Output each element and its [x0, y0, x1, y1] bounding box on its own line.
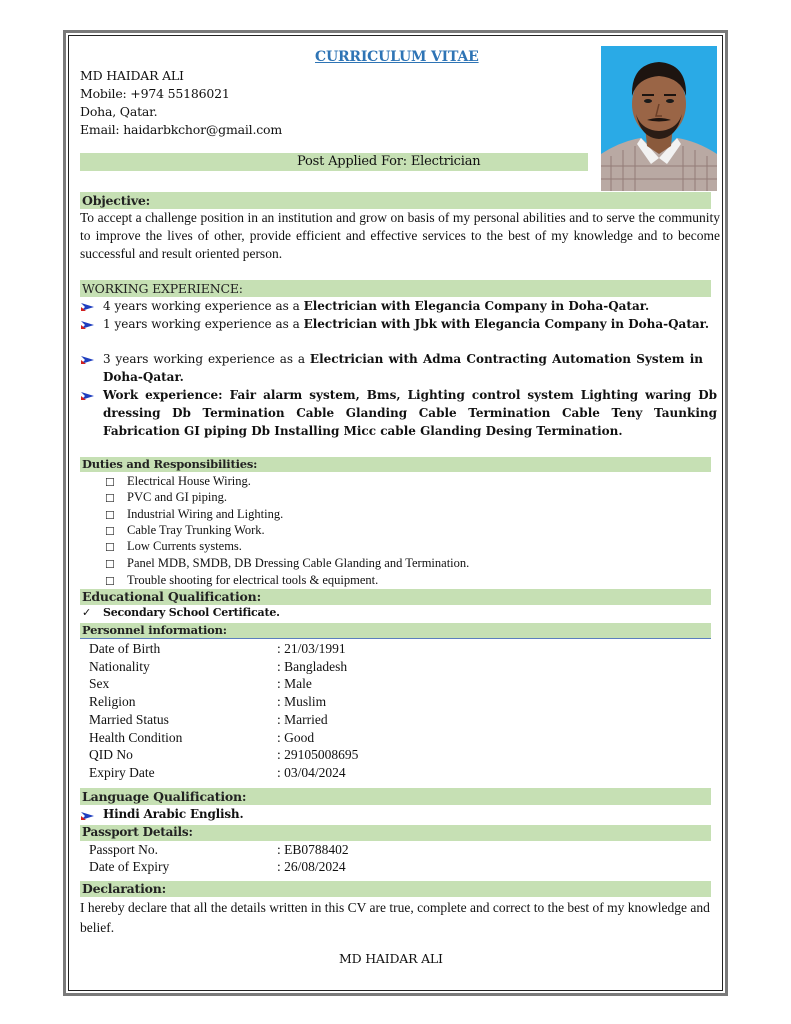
- checkbox-icon: ☐: [105, 575, 115, 588]
- duty-item: Panel MDB, SMDB, DB Dressing Cable Glanding and Termination.: [127, 556, 470, 570]
- contact-name: MD HAIDAR ALI: [80, 68, 184, 83]
- experience-item-bold: Electrician with Elegancia Company in Doha-Qatar.: [303, 299, 650, 313]
- experience-heading: WORKING EXPERIENCE:: [82, 281, 243, 296]
- checkbox-icon: ☐: [105, 558, 115, 571]
- checkbox-icon: ☐: [105, 509, 115, 522]
- experience-item-bold: Electrician with Jbk with Elegancia Company in Doha-Qatar.: [303, 317, 710, 331]
- contact-email: Email: haidarbkchor@gmail.com: [80, 122, 283, 137]
- experience-item-bold: Work experience: Fair alarm system, Bms, Lighting control system Lighting waring Db dressing Db Termination Cable Glanding Cable Termination Cable Teny Taunking Fabrication GI piping Db Installing Micc cable Glanding Desing Termination.: [103, 388, 717, 438]
- arrow-bullet-icon: [81, 391, 94, 401]
- duty-item: Cable Tray Trunking Work.: [127, 523, 265, 537]
- education-heading: Educational Qualification:: [82, 589, 261, 604]
- passport-heading: Passport Details:: [82, 825, 193, 839]
- checkmark-icon: ✓: [82, 606, 92, 619]
- objective-text: To accept a challenge position in an institution and grow on basis of my personal abilities and to serve the community to improve the lives of other, provide efficient and effective services to the best of my knowledge and to become successful and result oriented person.: [80, 210, 720, 261]
- duty-item: PVC and GI piping.: [127, 490, 227, 504]
- personal-key: QID No: [89, 747, 133, 762]
- duties-heading: Duties and Responsibilities:: [82, 457, 258, 471]
- contact-mobile: Mobile: +974 55186021: [80, 86, 230, 101]
- duty-item: Electrical House Wiring.: [127, 474, 251, 488]
- arrow-bullet-icon: [81, 355, 94, 365]
- objective-heading: Objective:: [82, 193, 151, 208]
- cv-title: CURRICULUM VITAE: [315, 49, 479, 65]
- education-item: Secondary School Certificate.: [103, 606, 280, 619]
- checkbox-icon: ☐: [105, 476, 115, 489]
- experience-item-pre: 1 years working experience as a: [103, 317, 304, 331]
- passport-value: : EB0788402: [277, 842, 349, 857]
- cv-page: [68, 35, 723, 991]
- personal-key: Health Condition: [89, 730, 183, 745]
- personal-key: Married Status: [89, 712, 169, 727]
- declaration-band: [80, 881, 711, 897]
- personal-heading: Personnel information:: [82, 623, 227, 637]
- language-item: Hindi Arabic English.: [103, 807, 244, 821]
- objective-band: [80, 192, 711, 209]
- experience-item-bold: Electrician with Adma Contracting Automation System in Doha-Qatar.: [103, 352, 703, 384]
- personal-key: Expiry Date: [89, 765, 155, 780]
- personal-key: Sex: [89, 676, 110, 691]
- post-applied: Post Applied For: Electrician: [297, 154, 481, 169]
- experience-item-pre: 4 years working experience as a: [103, 299, 304, 313]
- cv-page-frame: [63, 30, 728, 996]
- duty-item: Industrial Wiring and Lighting.: [127, 507, 284, 521]
- passport-value: : 26/08/2024: [277, 859, 346, 874]
- personal-value: : 29105008695: [277, 747, 359, 762]
- language-heading: Language Qualification:: [82, 789, 247, 804]
- personal-value: : 03/04/2024: [277, 765, 346, 780]
- personal-value: : Muslim: [277, 694, 327, 709]
- signature-name: MD HAIDAR ALI: [339, 951, 443, 966]
- declaration-text: I hereby declare that all the details written in this CV are true, complete and correct to the best of my knowledge and belief.: [80, 900, 710, 935]
- personal-value: : Male: [277, 676, 312, 691]
- arrow-bullet-icon: [81, 302, 94, 312]
- duty-item: Trouble shooting for electrical tools & equipment.: [127, 573, 379, 587]
- personal-value: : Married: [277, 712, 328, 727]
- personal-key: Nationality: [89, 659, 150, 674]
- arrow-bullet-icon: [81, 811, 94, 821]
- personal-value: : Good: [277, 730, 315, 745]
- personal-value: : 21/03/1991: [277, 641, 346, 656]
- arrow-bullet-icon: [81, 320, 94, 330]
- experience-item-pre: 3 years working experience as a: [103, 352, 310, 366]
- checkbox-icon: ☐: [105, 541, 115, 554]
- duty-item: Low Currents systems.: [127, 539, 242, 553]
- checkbox-icon: ☐: [105, 525, 115, 538]
- passport-key: Date of Expiry: [89, 859, 170, 874]
- personal-value: : Bangladesh: [277, 659, 348, 674]
- personal-key: Date of Birth: [89, 641, 161, 656]
- checkbox-icon: ☐: [105, 492, 115, 505]
- personal-key: Religion: [89, 694, 136, 709]
- profile-photo: [601, 46, 717, 191]
- contact-location: Doha, Qatar.: [80, 104, 158, 119]
- declaration-heading: Declaration:: [82, 881, 167, 896]
- passport-key: Passport No.: [89, 842, 159, 857]
